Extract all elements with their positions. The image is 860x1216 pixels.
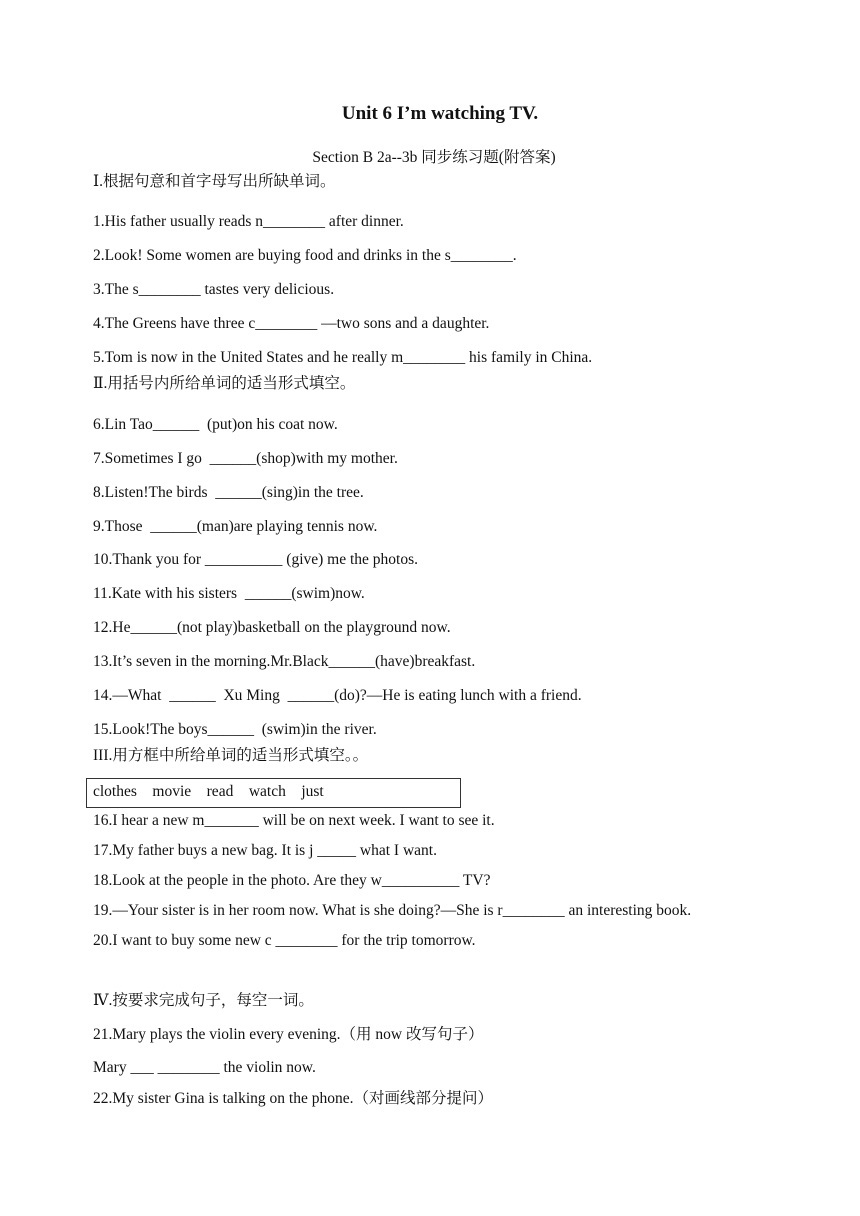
page-title: Unit 6 I’m watching TV.	[341, 103, 539, 124]
question-5: 5.Tom is now in the United States and he really m________ his family in China.	[93, 349, 593, 366]
question-9: 9.Those ______(man)are playing tennis now.	[93, 518, 378, 535]
question-19: 19.—Your sister is in her room now. What is she doing?—She is r________ an interesting book.	[93, 902, 692, 919]
question-17: 17.My father buys a new bag. It is j _____ what I want.	[93, 842, 437, 859]
question-6: 6.Lin Tao______ (put)on his coat now.	[93, 416, 338, 433]
question-13: 13.It’s seven in the morning.Mr.Black______(have)breakfast.	[93, 653, 476, 670]
question-8: 8.Listen!The birds ______(sing)in the tree.	[93, 484, 364, 501]
word-box	[86, 778, 461, 808]
question-21: 21.Mary plays the violin every evening.（用 now 改写句子）	[93, 1026, 484, 1043]
section-3-heading: III.用方框中所给单词的适当形式填空。。	[93, 747, 369, 764]
question-7: 7.Sometimes I go ______(shop)with my mother.	[93, 450, 398, 467]
question-3: 3.The s________ tastes very delicious.	[93, 281, 335, 298]
question-20: 20.I want to buy some new c ________ for the trip tomorrow.	[93, 932, 476, 949]
question-15: 15.Look!The boys______ (swim)in the river.	[93, 721, 377, 738]
question-12: 12.He______(not play)basketball on the playground now.	[93, 619, 451, 636]
question-4: 4.The Greens have three c________ —two sons and a daughter.	[93, 315, 490, 332]
question-21-answer-line: Mary ___ ________ the violin now.	[93, 1059, 316, 1076]
question-16: 16.I hear a new m_______ will be on next week. I want to see it.	[93, 812, 495, 829]
question-1: 1.His father usually reads n________ after dinner.	[93, 213, 404, 230]
section-2-heading: Ⅱ.用括号内所给单词的适当形式填空。	[93, 375, 356, 392]
question-22: 22.My sister Gina is talking on the phone.（对画线部分提问）	[93, 1090, 493, 1107]
question-10: 10.Thank you for __________ (give) me the photos.	[93, 551, 419, 568]
word-box-words: clothes movie read watch just	[93, 783, 324, 800]
question-11: 11.Kate with his sisters ______(swim)now.	[93, 585, 365, 602]
section-4-heading: Ⅳ.按要求完成句子，每空一词。	[93, 992, 314, 1009]
question-2: 2.Look! Some women are buying food and drinks in the s________.	[93, 247, 517, 264]
question-14: 14.—What ______ Xu Ming ______(do)?—He is eating lunch with a friend.	[93, 687, 582, 704]
question-18: 18.Look at the people in the photo. Are they w__________ TV?	[93, 872, 491, 889]
page-subtitle: Section B 2a--3b 同步练习题(附答案)	[312, 149, 556, 166]
section-1-heading: Ⅰ.根据句意和首字母写出所缺单词。	[93, 173, 336, 190]
